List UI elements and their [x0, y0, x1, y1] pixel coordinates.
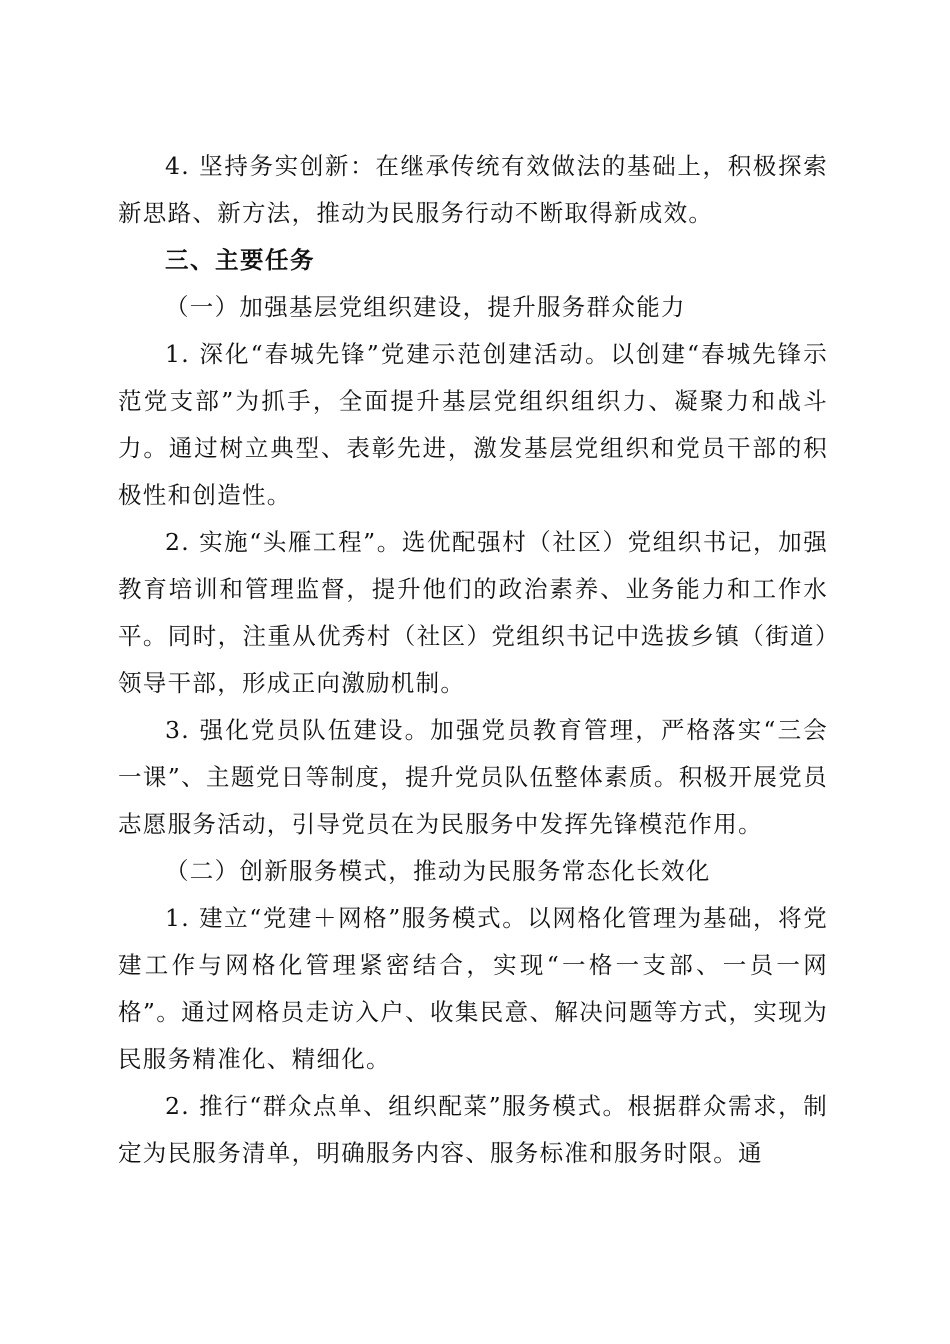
paragraph-task-1-3: 3. 强化党员队伍建设。加强党员教育管理，严格落实“三会一课”、主题党日等制度，提升党员队伍整体素质。积极开展党员志愿服务活动，引导党员在为民服务中发挥先锋模范作用。	[118, 716, 828, 838]
section-heading-main-tasks: 三、主要任务	[165, 246, 315, 274]
document-body	[118, 143, 828, 1177]
paragraph-task-1-2: 2. 实施“头雁工程”。选优配强村（社区）党组织书记，加强教育培训和管理监督，提升他们的政治素养、业务能力和工作水平。同时，注重从优秀村（社区）党组织书记中选拔乡镇（街道）领导干部，形成正向激励机制。	[118, 528, 828, 697]
paragraph-task-1-1: 1. 深化“春城先锋”党建示范创建活动。以创建“春城先锋示范党支部”为抓手，全面提升基层党组织组织力、凝聚力和战斗力。通过树立典型、表彰先进，激发基层党组织和党员干部的积极性和创造性。	[118, 340, 828, 509]
subsection-heading-2: （二）创新服务模式，推动为民服务常态化长效化	[165, 857, 711, 885]
subsection-heading-1: （一）加强基层党组织建设，提升服务群众能力	[165, 293, 686, 321]
paragraph-task-2-1: 1. 建立“党建＋网格”服务模式。以网格化管理为基础，将党建工作与网格化管理紧密结合，实现“一格一支部、一员一网格”。通过网格员走访入户、收集民意、解决问题等方式，实现为民服务精准化、精细化。	[118, 904, 828, 1073]
paragraph-principle-4: 4. 坚持务实创新：在继承传统有效做法的基础上，积极探索新思路、新方法，推动为民服务行动不断取得新成效。	[118, 152, 828, 227]
paragraph-task-2-2: 2. 推行“群众点单、组织配菜”服务模式。根据群众需求，制定为民服务清单，明确服务内容、服务标准和服务时限。通	[118, 1092, 828, 1167]
